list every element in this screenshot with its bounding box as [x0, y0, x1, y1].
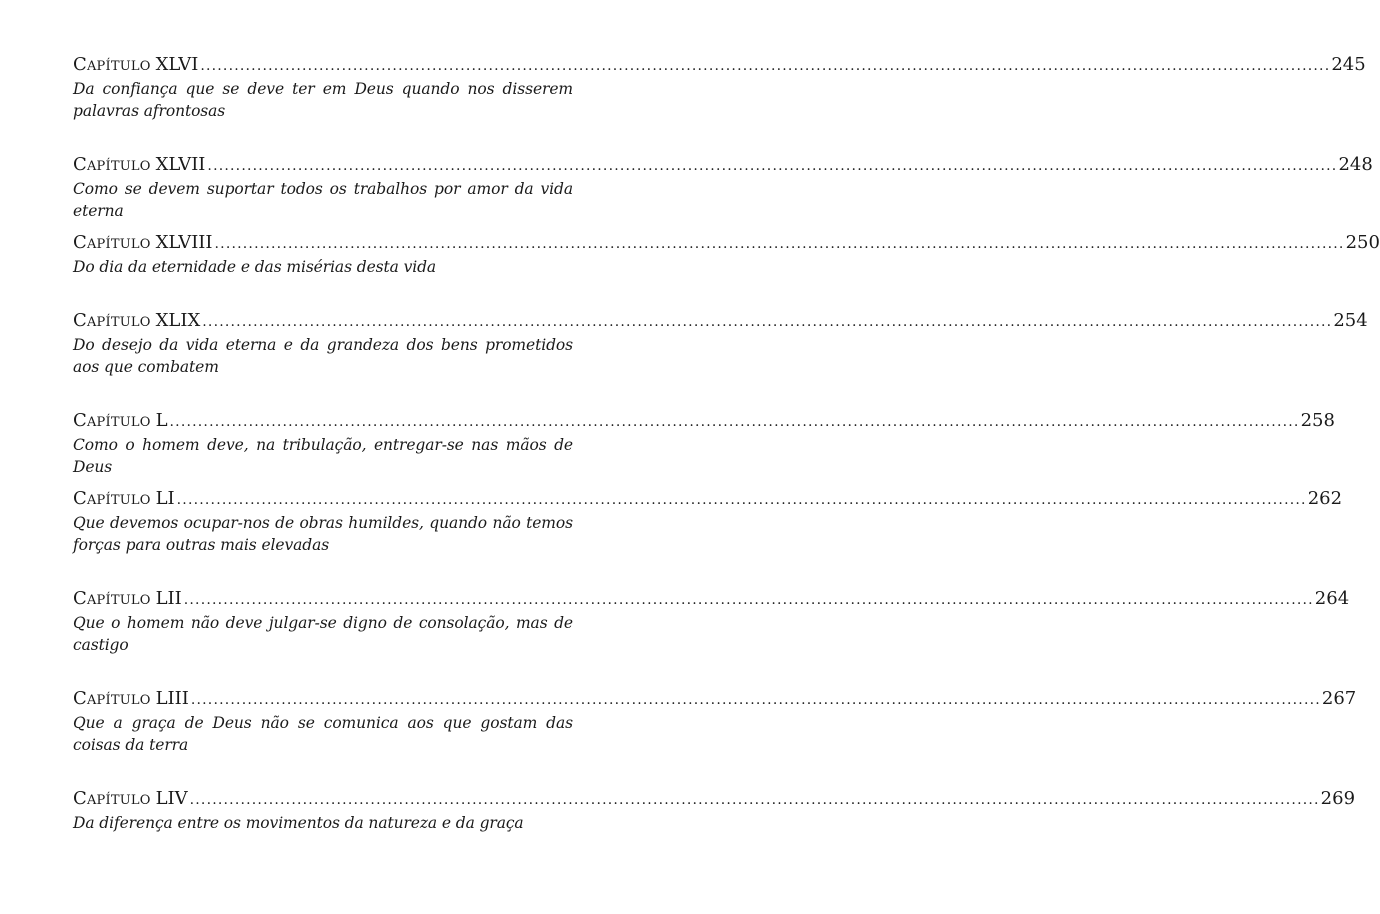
- chapter-label: Capítulo: [73, 410, 151, 431]
- page-number: 248: [1338, 154, 1373, 175]
- chapter-numeral: LIV: [155, 788, 188, 809]
- toc-entry: [73, 308, 1368, 378]
- dot-leader: ........................................................................................................................................................................................................: [183, 592, 1314, 608]
- chapter-numeral: XLVIII: [155, 232, 213, 253]
- dot-leader: ........................................................................................................................................................................................................: [200, 58, 1331, 74]
- toc-entry-head: [73, 52, 1366, 78]
- dot-leader: ........................................................................................................................................................................................................: [202, 314, 1333, 330]
- chapter-label: Capítulo: [73, 54, 151, 75]
- page-number: 250: [1345, 232, 1380, 253]
- chapter-description: Do dia da eternidade e das misérias desta vida: [73, 258, 437, 276]
- dot-leader: ........................................................................................................................................................................................................: [169, 414, 1300, 430]
- chapter-label: Capítulo: [73, 688, 151, 709]
- chapter-description: Que a graça de Deus não se comunica aos que gostam das coisas da terra: [73, 714, 573, 754]
- dot-leader: ........................................................................................................................................................................................................: [176, 492, 1307, 508]
- toc-entry: [73, 152, 1373, 222]
- chapter-numeral: LI: [155, 488, 175, 509]
- chapter-numeral: L: [155, 410, 168, 431]
- chapter-description: Como o homem deve, na tribulação, entregar-se nas mãos de Deus: [73, 436, 573, 476]
- chapter-description: Do desejo da vida eterna e da grandeza dos bens prometidos aos que combatem: [73, 336, 573, 376]
- toc-entry: [73, 686, 1357, 756]
- toc-entry-head: [73, 586, 1350, 612]
- chapter-description: Da diferença entre os movimentos da natureza e da graça: [73, 814, 524, 832]
- dot-leader: ........................................................................................................................................................................................................: [190, 692, 1321, 708]
- chapter-numeral: XLVII: [155, 154, 206, 175]
- toc-entry: [73, 52, 1366, 122]
- chapter-label: Capítulo: [73, 154, 151, 175]
- toc-entry-head: [73, 408, 1335, 434]
- toc-entry-head: [73, 486, 1343, 512]
- chapter-label: Capítulo: [73, 232, 151, 253]
- toc-entry-head: [73, 230, 1380, 256]
- dot-leader: ........................................................................................................................................................................................................: [189, 792, 1320, 808]
- toc-entry: [73, 230, 1380, 278]
- page-number: 245: [1331, 54, 1366, 75]
- toc-entry-head: [73, 308, 1368, 334]
- page-number: 254: [1333, 310, 1368, 331]
- chapter-description: Da confiança que se deve ter em Deus quando nos disserem palavras afrontosas: [73, 80, 573, 120]
- chapter-description: Que devemos ocupar-nos de obras humildes, quando não temos forças para outras mais elevadas: [73, 514, 573, 554]
- chapter-numeral: XLIX: [155, 310, 201, 331]
- page-number: 258: [1300, 410, 1335, 431]
- page-number: 269: [1320, 788, 1356, 809]
- dot-leader: ........................................................................................................................................................................................................: [214, 236, 1345, 252]
- chapter-numeral: XLVI: [155, 54, 199, 75]
- chapter-numeral: LIII: [155, 688, 189, 709]
- toc-entry: [73, 786, 1356, 834]
- chapter-description: Que o homem não deve julgar-se digno de consolação, mas de castigo: [73, 614, 573, 654]
- chapter-label: Capítulo: [73, 788, 151, 809]
- toc-entry-head: [73, 686, 1357, 712]
- chapter-label: Capítulo: [73, 310, 151, 331]
- toc-entry: [73, 486, 1343, 556]
- toc-entry-head: [73, 152, 1373, 178]
- dot-leader: ........................................................................................................................................................................................................: [207, 158, 1338, 174]
- chapter-label: Capítulo: [73, 488, 151, 509]
- toc-entry: [73, 586, 1350, 656]
- page-number: 267: [1321, 688, 1357, 709]
- toc-entry-head: [73, 786, 1356, 812]
- page-number: 264: [1314, 588, 1350, 609]
- toc-entry: [73, 408, 1335, 478]
- page-number: 262: [1307, 488, 1343, 509]
- chapter-numeral: LII: [155, 588, 182, 609]
- chapter-label: Capítulo: [73, 588, 151, 609]
- chapter-description: Como se devem suportar todos os trabalhos por amor da vida eterna: [73, 180, 573, 220]
